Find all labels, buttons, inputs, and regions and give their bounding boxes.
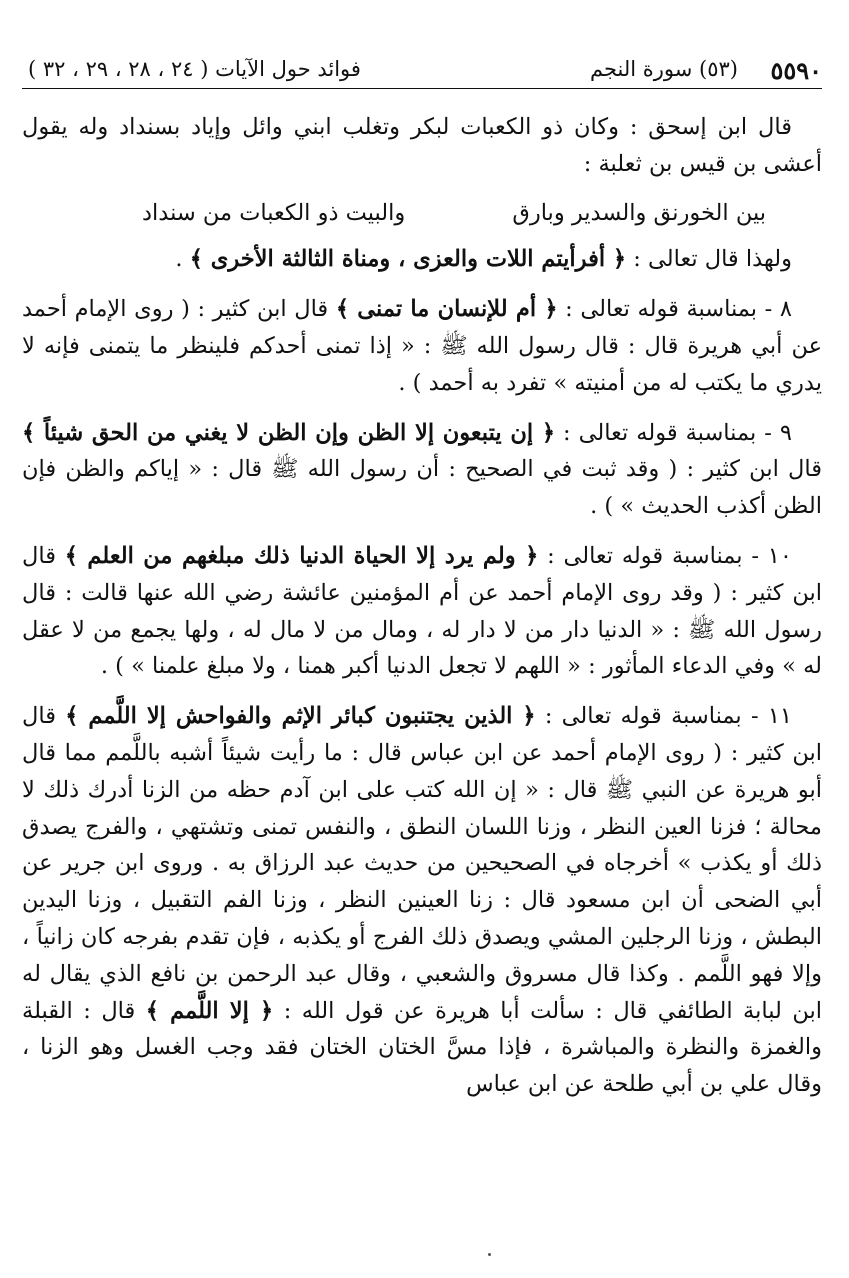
paragraph-benefit-9: [22, 415, 822, 525]
paragraph-quran-reference: [22, 241, 822, 278]
body-text: [22, 109, 822, 1103]
quran-verse: ﴿ ولم يرد إلا الحياة الدنيا ذلك مبلغهم من العلم ﴾: [64, 542, 539, 569]
paragraph-text: قال ابن كثير : ( روى الإمام أحمد عن أبي هريرة قال : قال رسول الله ﷺ : « إذا تمنى أحدكم فلينظر ما يتمنى فإنه لا يدري ما يكتب له من أمنيته » تفرد به أحمد ) .: [22, 296, 822, 396]
paragraph-benefit-11: [22, 698, 822, 1103]
quran-verse: ﴿ إلا اللَّمم ﴾: [145, 997, 274, 1024]
paragraph-text: قال ابن كثير : ( وقد ثبت في الصحيح : أن رسول الله ﷺ قال : « إياكم والظن فإن الظن أكذب الحديث » ) .: [22, 456, 822, 520]
paragraph-text: ٨ - بمناسبة قوله تعالى :: [557, 296, 792, 323]
running-header: [22, 52, 822, 89]
quran-verse: ﴿ أفرأيتم اللات والعزى ، ومناة الثالثة الأخرى ﴾: [189, 246, 627, 273]
paragraph-text: قال ابن كثير : ( وقد روى الإمام أحمد عن أم المؤمنين عائشة رضي الله عنها قالت : قال رسول الله ﷺ : « الدنيا دار من لا دار له ، ومال من لا مال له ، ولها يجمع من لا عقل له » وفي الدعاء المأثور : « اللهم لا تجعل الدنيا أكبر همنا ، ولا مبلغ علمنا » ) .: [22, 542, 822, 680]
surah-name: (٥٣) سورة النجم: [590, 57, 738, 81]
poetry-verse: [22, 195, 822, 232]
paragraph-benefit-10: [22, 538, 822, 685]
page-dot: [488, 1253, 491, 1256]
paragraph-text: ١١ - بمناسبة قوله تعالى :: [535, 703, 792, 730]
book-page: [22, 52, 822, 1262]
paragraph-benefit-8: [22, 291, 822, 401]
quran-verse: ﴿ أم للإنسان ما تمنى ﴾: [335, 296, 558, 323]
paragraph-text: ولهذا قال تعالى :: [626, 246, 792, 273]
page-number: ٥٥٩٠: [770, 56, 822, 85]
paragraph-text: ١٠ - بمناسبة قوله تعالى :: [538, 542, 792, 569]
verse-second-hemistich: والبيت ذو الكعبات من سنداد: [142, 199, 406, 226]
paragraph-text: .: [175, 246, 190, 273]
paragraph-text: قال : القبلة والغمزة والنظرة والمباشرة ، فإذا مسَّ الختان الختان فقد وجب الغسل وهو الزنا ، وقال علي بن أبي طلحة عن ابن عباس: [22, 997, 822, 1098]
quran-verse: ﴿ الذين يجتنبون كبائر الإثم والفواحش إلا اللَّمم ﴾: [65, 703, 536, 730]
verse-first-hemistich: بين الخورنق والسدير وبارق: [512, 199, 766, 226]
paragraph-text: ٩ - بمناسبة قوله تعالى :: [555, 419, 792, 446]
quran-verse: ﴿ إن يتبعون إلا الظن وإن الظن لا يغني من الحق شيئاً ﴾: [22, 419, 556, 446]
running-title: فوائد حول الآيات ( ٢٤ ، ٢٨ ، ٢٩ ، ٣٢ ): [28, 57, 361, 81]
paragraph-intro: قال ابن إسحق : وكان ذو الكعبات لبكر وتغلب ابني وائل وإياد بسنداد وله يقول أعشى بن قيس بن ثعلبة :: [22, 114, 822, 177]
paragraph-text: قال ابن كثير : ( روى الإمام أحمد عن ابن عباس قال : ما رأيت شيئاً أشبه باللَّمم مما قال أبو هريرة عن النبي ﷺ قال : « إن الله كتب على ابن آدم حظه من الزنا أدرك ذلك لا محالة ؛ فزنا العين النظر ، وزنا اللسان النطق ، والنفس تمنى وتشتهي ، والفرج يصدق ذلك أو يكذب » أخرجاه في الصحيحين من حديث عبد الرزاق به . وروى ابن جرير عن أبي الضحى أن ابن مسعود قال : زنا العينين النظر ، وزنا الفم التقبيل ، وزنا اليدين البطش ، وزنا الرجلين المشي ويصدق ذلك الفرج أو يكذبه ، فإن تقدم بفرجه كان زانياً ، وإلا فهو اللَّمم . وكذا قال مسروق والشعبي ، وقال عبد الرحمن بن نافع الذي يقال له ابن لبابة الطائفي قال : سألت أبا هريرة عن قول الله :: [22, 703, 822, 1024]
